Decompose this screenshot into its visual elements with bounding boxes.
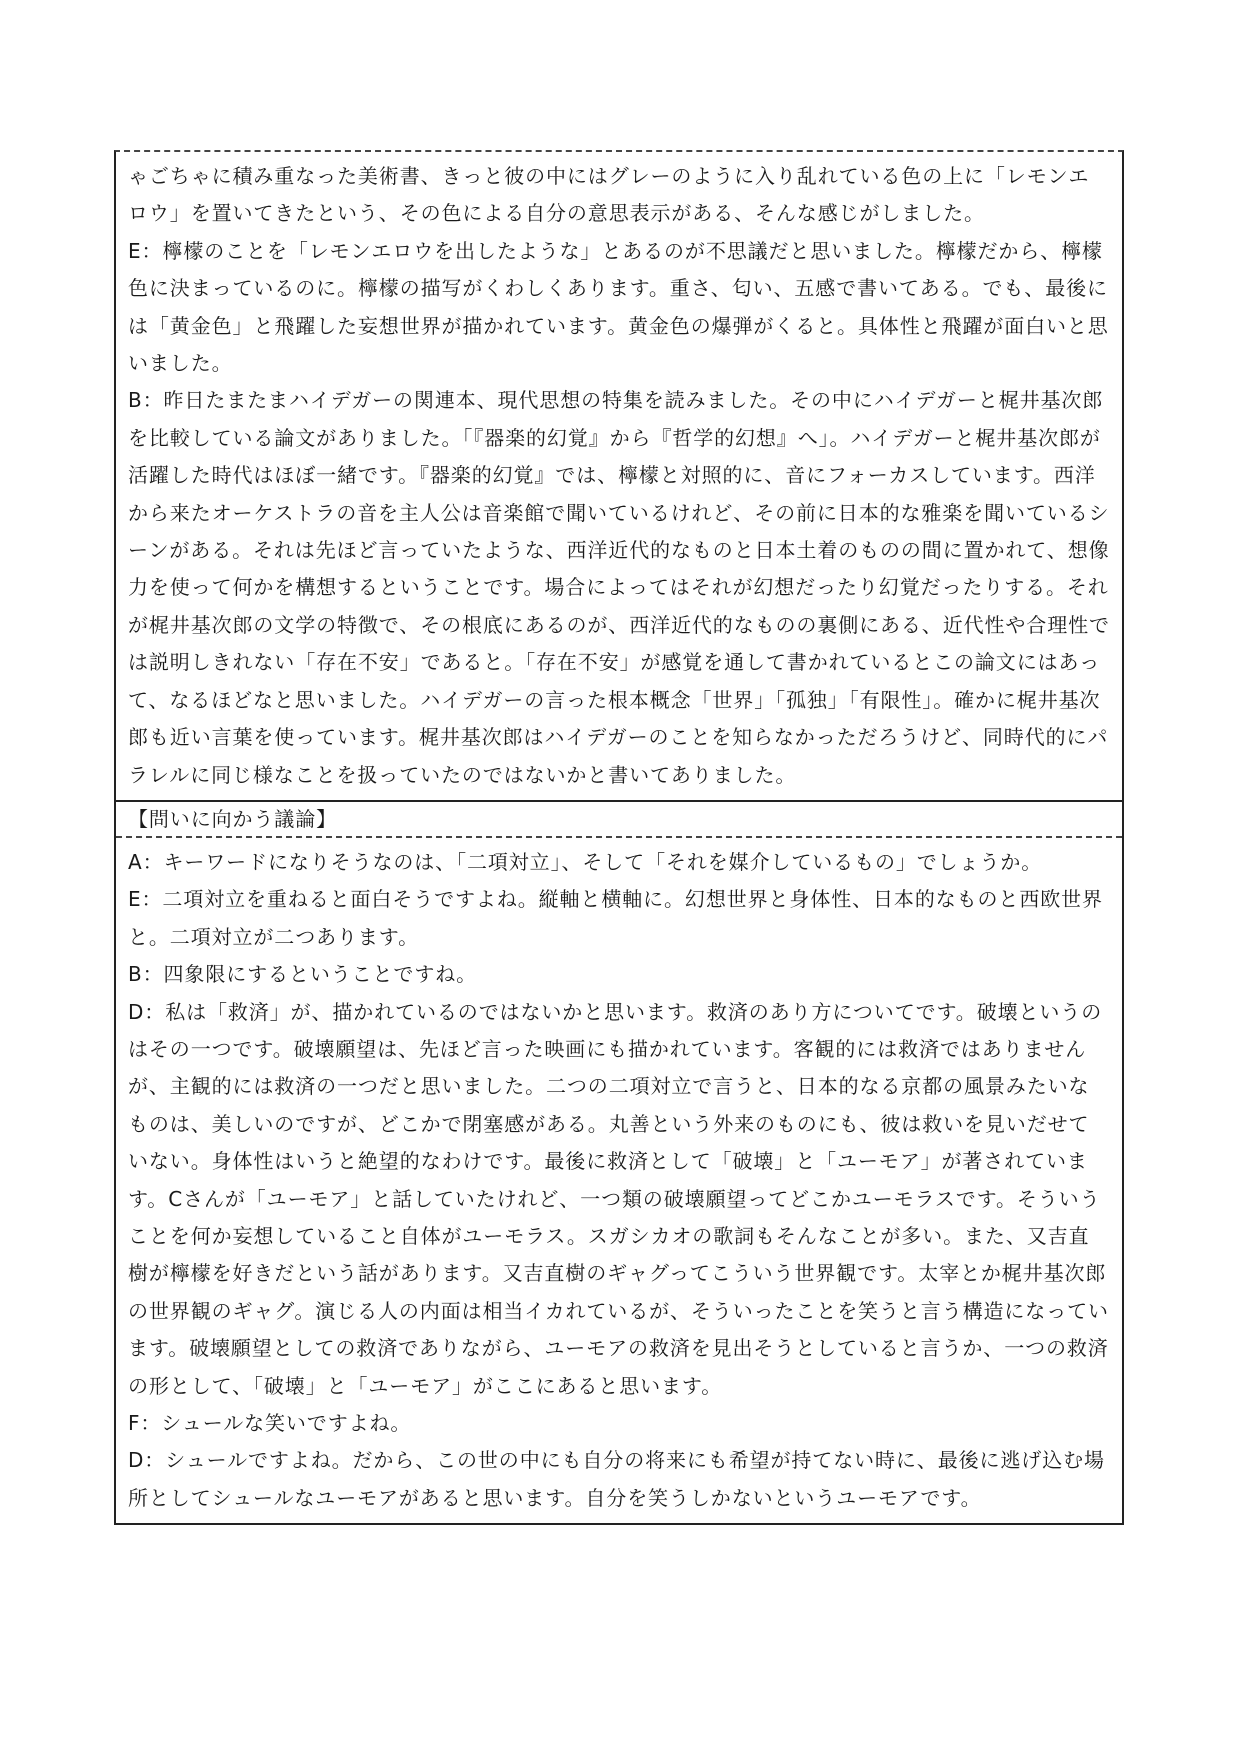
- continued-discussion-section: [116, 152, 1122, 800]
- paragraph-speaker-d: D：私は「救済」が、描かれているのではないかと思います。救済のあり方についてです。破壊というのはその一つです。破壊願望は、先ほど言った映画にも描かれています。客観的には救済ではありませんが、主観的には救済の一つだと思いました。二つの二項対立で言うと、日本的なる京都の風景みたいなものは、美しいのですが、どこかで閉塞感がある。丸善という外来のものにも、彼は救いを見いだせていない。身体性はいうと絶望的なわけです。最後に救済として「破壊」と「ユーモア」が著されています。Cさんが「ユーモア」と話していたけれど、一つ類の破壊願望ってどこかユーモラスです。そういうことを何か妄想していること自体がユーモラス。スガシカオの歌詞もそんなことが多い。また、又吉直樹が檸檬を好きだという話があります。又吉直樹のギャグってこういう世界観です。太宰とか梶井基次郎の世界観のギャグ。演じる人の内面は相当イカれているが、そういったことを笑うと言う構造になっています。破壊願望としての救済でありながら、ユーモアの救済を見出そうとしていると言うか、一つの救済の形として、「破壊」と「ユーモア」がここにあると思います。: [128, 999, 1109, 1398]
- paragraph-speaker-e: E：檸檬のことを「レモンエロウを出したような」とあるのが不思議だと思いました。檸檬だから、檸檬色に決まっているのに。檸檬の描写がくわしくあります。重さ、匂い、五感で書いてある。でも、最後には「黄金色」と飛躍した妄想世界が描かれています。黄金色の爆弾がくると。具体性と飛躍が面白いと思いました。: [128, 238, 1109, 376]
- question-discussion-section: [116, 838, 1122, 1523]
- paragraph-speaker-f: F：シュールな笑いですよね。: [128, 1411, 412, 1435]
- paragraph-speaker-b: B：四象限にするということですね。: [128, 962, 478, 987]
- paragraph-continued: ゃごちゃに積み重なった美術書、きっと彼の中にはグレーのように入り乱れている色の上に「レモンエロウ」を置いてきたという、その色による自分の意思表示がある、そんな感じがしました。: [128, 164, 1090, 226]
- document-table: [114, 150, 1124, 1525]
- paragraph-speaker-a: A：キーワードになりそうなのは、「二項対立」、そして「それを媒介しているもの」でしょうか。: [128, 849, 1043, 874]
- paragraph-speaker-d: D：シュールですよね。だから、この世の中にも自分の将来にも希望が持てない時に、最後に逃げ込む場所としてシュールなユーモアがあると思います。自分を笑うしかないというユーモアです。: [128, 1448, 1105, 1510]
- paragraph-speaker-e: E：二項対立を重ねると面白そうですよね。縦軸と横軸に。幻想世界と身体性、日本的なものと西欧世界と。二項対立が二つあります。: [128, 887, 1103, 949]
- paragraph-speaker-b: B：昨日たまたまハイデガーの関連本、現代思想の特集を読みました。その中にハイデガーと梶井基次郎を比較している論文がありました。「『器楽的幻覚』から『哲学的幻想』へ」。ハイデガーと梶井基次郎が活躍した時代はほぼ一緒です。『器楽的幻覚』では、檸檬と対照的に、音にフォーカスしています。西洋から来たオーケストラの音を主人公は音楽館で聞いているけれど、その前に日本的な雅楽を聞いているシーンがある。それは先ほど言っていたような、西洋近代的なものと日本土着のものの間に置かれて、想像力を使って何かを構想するということです。場合によってはそれが幻想だったり幻覚だったりする。それが梶井基次郎の文学の特徴で、その根底にあるのが、西洋近代的なものの裏側にある、近代性や合理性では説明しきれない「存在不安」であると。「存在不安」が感覚を通して書かれているとこの論文にはあって、なるほどなと思いました。ハイデガーの言った根本概念「世界」「孤独」「有限性」。確かに梶井基次郎も近い言葉を使っています。梶井基次郎はハイデガーのことを知らなかっただろうけど、同時代的にパラレルに同じ様なことを扱っていたのではないかと書いてありました。: [128, 388, 1110, 787]
- section-heading: 【問いに向かう議論】: [116, 800, 1122, 838]
